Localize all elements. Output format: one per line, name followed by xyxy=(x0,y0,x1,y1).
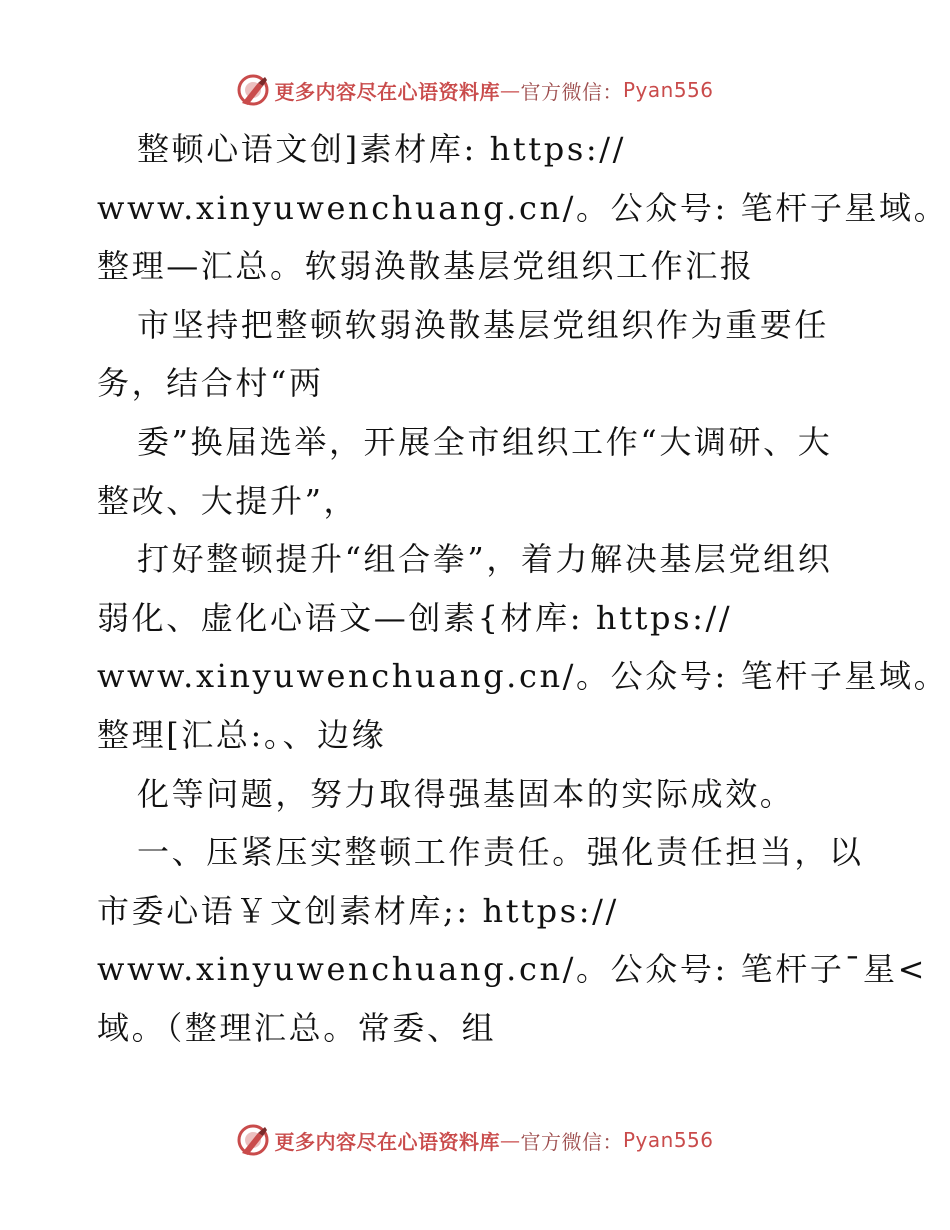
banner-wechat-id: Pyan556 xyxy=(622,78,714,102)
header-banner xyxy=(0,70,950,110)
footer-banner xyxy=(0,1120,950,1160)
body-line: 弱化、虚化心语文—创素{材库: https:// xyxy=(97,598,733,637)
banner-wechat-label: 官方微信： xyxy=(520,1129,623,1154)
body-line: 打好整顿提升“组合拳”，着力解决基层党组织 xyxy=(137,540,833,579)
banner-wechat-label: 官方微信： xyxy=(520,79,623,104)
banner-main-text: 更多内容尽在心语资料库 xyxy=(274,79,500,104)
body-line: www.xinyuwenchuang.cn/。公众号: 笔杆子¯星< xyxy=(97,950,928,989)
body-line: www.xinyuwenchuang.cn/。公众号: 笔杆子星域。 xyxy=(97,657,949,696)
banner-wechat-id: Pyan556 xyxy=(622,1128,714,1152)
document-body xyxy=(97,120,949,1058)
pen-nib-logo-icon xyxy=(236,1123,270,1157)
pen-nib-logo-icon xyxy=(236,73,270,107)
body-line: 整理—汇总。软弱涣散基层党组织工作汇报 xyxy=(97,247,755,286)
body-line: 市委心语￥文创素材库;: https:// xyxy=(97,891,619,930)
banner-separator: — xyxy=(499,78,521,102)
body-line: 域。（整理汇总。常委、组 xyxy=(97,1008,497,1047)
body-line: 一、压紧压实整顿工作责任。强化责任担当，以 xyxy=(137,833,864,872)
banner-main-text: 更多内容尽在心语资料库 xyxy=(274,1129,500,1154)
body-line: www.xinyuwenchuang.cn/。公众号: 笔杆子星域。 xyxy=(97,188,949,227)
body-line: 化等问题，努力取得强基固本的实际成效。 xyxy=(137,774,795,813)
body-line: 整理[汇总:。、边缘 xyxy=(97,715,387,754)
banner-separator: — xyxy=(499,1128,521,1152)
body-line: 整顿心语文创]素材库: https:// xyxy=(137,130,627,168)
body-line: 委”换届选举，开展全市组织工作“大调研、大 xyxy=(137,422,833,461)
body-line: 整改、大提升”， xyxy=(97,481,359,520)
body-line: 务，结合村“两 xyxy=(97,364,324,403)
body-line: 市坚持把整顿软弱涣散基层党组织作为重要任 xyxy=(137,305,830,344)
